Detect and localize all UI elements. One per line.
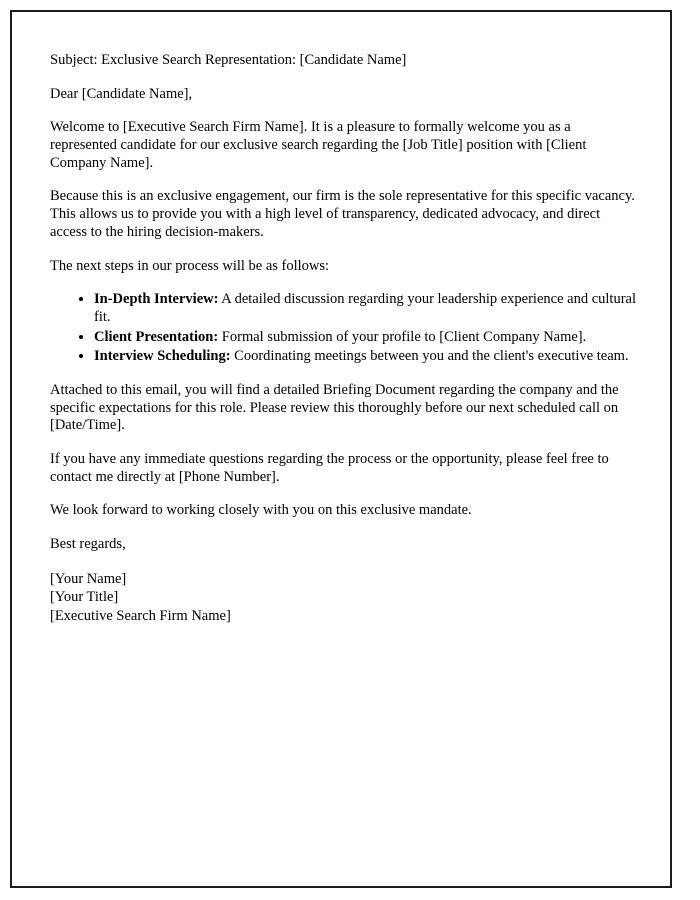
salutation: Dear [Candidate Name],	[50, 85, 193, 102]
bullet-lead: Client Presentation:	[94, 328, 219, 345]
paragraph-closing: We look forward to working closely with you on this exclusive mandate.	[50, 502, 472, 519]
subject-line: Subject: Exclusive Search Representation: [Candidate Name]	[50, 52, 407, 68]
bullet-item-interview-scheduling	[94, 348, 636, 366]
signature-block	[50, 570, 636, 626]
signature-title: [Your Title]	[50, 589, 119, 606]
paragraph-attachment: Attached to this email, you will find a detailed Briefing Document regarding the company and the specific expectations for this role. Please review this thoroughly before our next scheduled call on [Date/Time].	[50, 381, 619, 434]
bullet-item-client-presentation	[94, 329, 636, 347]
bullet-item-in-depth-interview	[94, 291, 636, 326]
signoff: Best regards,	[50, 536, 126, 553]
signature-name: [Your Name]	[50, 570, 127, 587]
paragraph-questions: If you have any immediate questions regarding the process or the opportunity, please feel free to contact me directly at [Phone Number].	[50, 451, 609, 485]
bullet-text: Formal submission of your profile to [Client Company Name].	[218, 328, 587, 345]
paragraph-welcome: Welcome to [Executive Search Firm Name]. It is a pleasure to formally welcome you as a represented candidate for our exclusive search regarding the [Job Title] position with [Client Company Name].	[50, 119, 587, 171]
signature-firm: [Executive Search Firm Name]	[50, 607, 231, 624]
email-template-letter	[50, 52, 636, 625]
bullet-text: Coordinating meetings between you and the client's executive team.	[230, 348, 629, 365]
letter-page	[10, 10, 672, 888]
bullet-lead: In-Depth Interview:	[94, 291, 219, 308]
bullet-lead: Interview Scheduling:	[94, 348, 231, 365]
paragraph-next-steps-intro: The next steps in our process will be as follows:	[50, 257, 330, 274]
bullet-text: A detailed discussion regarding your leadership experience and cultural fit.	[94, 291, 636, 325]
next-steps-bullet-list	[50, 291, 636, 366]
paragraph-exclusive-engagement: Because this is an exclusive engagement, our firm is the sole representative for this specific vacancy. This allows us to provide you with a high level of transparency, dedicated advocacy, and direct access to the hiring decision-makers.	[50, 188, 635, 240]
